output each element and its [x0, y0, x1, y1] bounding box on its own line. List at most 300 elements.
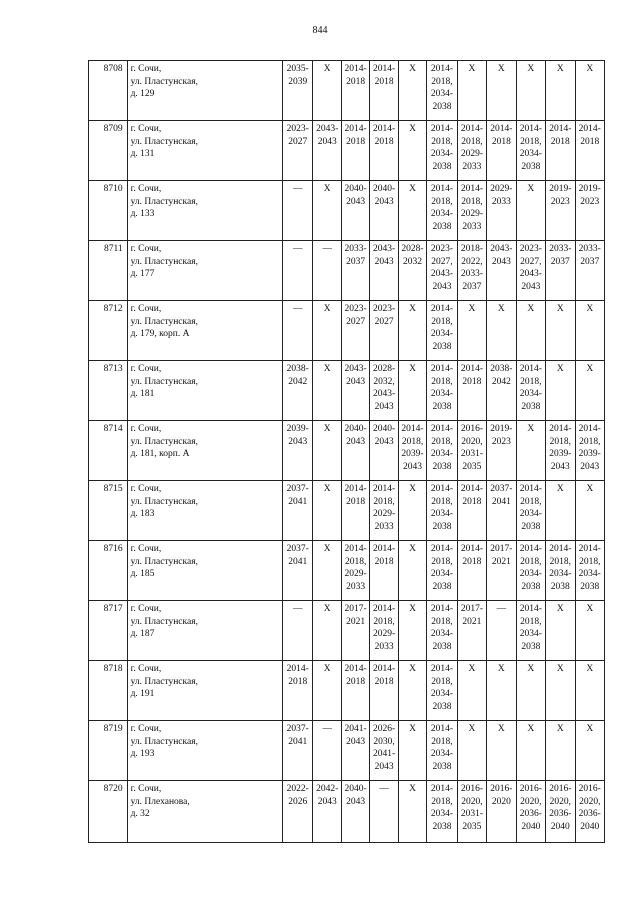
- period-line: 2018,: [431, 556, 453, 567]
- period-line: Х: [586, 304, 594, 314]
- period-line: 2014-: [430, 364, 454, 374]
- period-line: Х: [409, 664, 416, 674]
- address-line: ул. Пластунская,: [130, 496, 198, 507]
- period-line: 2041: [491, 496, 511, 507]
- period-line: 2018,: [373, 616, 395, 627]
- period-line: 2016-: [460, 784, 483, 794]
- table-row: [89, 121, 605, 181]
- address-cell: [127, 481, 282, 541]
- period-line: 2038: [432, 761, 452, 772]
- period-line: 2043-: [316, 124, 339, 134]
- period-cell: [341, 601, 369, 661]
- period-cell: [457, 361, 486, 421]
- period-cell: [398, 121, 426, 181]
- period-cell: [341, 721, 369, 781]
- period-cell: [427, 601, 457, 661]
- period-line: Х: [409, 364, 416, 374]
- period-line: 2017-: [490, 544, 513, 554]
- period-cell: [575, 541, 605, 601]
- period-cell: [457, 541, 486, 601]
- period-line: 2014-: [430, 184, 454, 194]
- period-line: 2029-: [460, 149, 483, 159]
- period-cell: [427, 541, 457, 601]
- period-cell: [516, 721, 545, 781]
- address-line: ул. Пластунская,: [130, 196, 198, 207]
- period-line: 2018,: [431, 436, 453, 447]
- period-line: 2038-: [490, 364, 513, 374]
- period-line: 2043-: [519, 269, 542, 279]
- period-line: 2043: [403, 461, 422, 472]
- period-line: 2018: [346, 676, 366, 687]
- period-line: 2014-: [549, 544, 572, 554]
- period-line: 2021: [491, 556, 511, 567]
- period-line: 2034-: [430, 509, 454, 519]
- period-line: 2018,: [520, 376, 542, 387]
- period-cell: [283, 61, 313, 121]
- period-cell: [575, 481, 605, 541]
- row-number: 8714: [89, 421, 128, 481]
- period-line: 2034-: [430, 689, 454, 699]
- period-line: 2043: [346, 376, 366, 387]
- address-line: г. Сочи,: [130, 544, 162, 554]
- period-line: 2014-: [460, 364, 483, 374]
- period-line: 2042: [491, 376, 511, 387]
- address-line: г. Сочи,: [130, 244, 162, 254]
- period-line: —: [292, 304, 303, 314]
- period-cell: [370, 661, 398, 721]
- period-line: 2031-: [460, 809, 483, 819]
- period-line: 2014-: [401, 424, 424, 434]
- period-cell: [487, 181, 516, 241]
- period-line: Х: [527, 424, 535, 434]
- period-line: 2043: [491, 256, 511, 267]
- period-line: 2034-: [430, 89, 454, 99]
- period-line: 2020,: [520, 796, 542, 807]
- period-line: 2034-: [430, 209, 454, 219]
- row-number: 8719: [89, 721, 128, 781]
- period-line: 2014-: [344, 124, 367, 134]
- period-line: 2020,: [579, 796, 601, 807]
- period-line: Х: [497, 664, 505, 674]
- period-line: 2041: [288, 496, 308, 507]
- period-line: 2042: [288, 376, 308, 387]
- period-cell: [398, 661, 426, 721]
- period-line: Х: [527, 304, 535, 314]
- period-line: 2038: [432, 101, 452, 112]
- period-line: 2014-: [372, 64, 396, 74]
- period-cell: [516, 601, 545, 661]
- period-line: Х: [527, 184, 535, 194]
- period-line: 2018: [491, 136, 511, 147]
- period-line: 2036-: [578, 809, 601, 819]
- period-cell: [427, 121, 457, 181]
- period-cell: [398, 361, 426, 421]
- period-line: 2043: [521, 281, 541, 292]
- period-line: 2041: [288, 736, 308, 747]
- period-line: 2038: [521, 581, 541, 592]
- period-cell: [341, 301, 369, 361]
- period-line: 2014-: [372, 604, 396, 614]
- period-line: 2018: [374, 676, 394, 687]
- period-cell: [370, 721, 398, 781]
- period-cell: [457, 481, 486, 541]
- period-cell: [487, 541, 516, 601]
- period-line: 2018,: [431, 76, 453, 87]
- period-line: 2027: [346, 316, 366, 327]
- period-line: 2022,: [461, 256, 483, 267]
- period-cell: [457, 121, 486, 181]
- period-line: 2029-: [490, 184, 513, 194]
- period-cell: [283, 481, 313, 541]
- period-line: 2043-: [372, 389, 396, 399]
- period-line: 2019-: [490, 424, 513, 434]
- period-line: 2043-: [490, 244, 513, 254]
- address-line: д. 32: [130, 809, 150, 819]
- period-line: 2016-: [549, 784, 572, 794]
- period-cell: [341, 181, 369, 241]
- period-line: Х: [586, 664, 594, 674]
- period-line: 2018,: [431, 196, 453, 207]
- period-line: 2023: [550, 196, 570, 207]
- period-line: 2014-: [578, 124, 601, 134]
- period-cell: [398, 421, 426, 481]
- period-line: 2018,: [461, 196, 483, 207]
- address-line: ул. Пластунская,: [130, 376, 198, 387]
- period-cell: [313, 661, 341, 721]
- period-line: 2027,: [520, 256, 542, 267]
- period-line: 2038: [432, 521, 452, 532]
- period-line: 2038: [580, 581, 600, 592]
- period-cell: [457, 421, 486, 481]
- period-line: Х: [497, 724, 505, 734]
- period-line: Х: [556, 64, 564, 74]
- period-line: 2014-: [430, 664, 454, 674]
- period-cell: [516, 661, 545, 721]
- address-line: г. Сочи,: [130, 724, 162, 734]
- period-line: 2043: [374, 436, 394, 447]
- period-line: 2033-: [549, 244, 572, 254]
- address-line: г. Сочи,: [130, 784, 162, 794]
- period-cell: [546, 481, 575, 541]
- period-cell: [398, 241, 426, 301]
- period-line: Х: [409, 304, 416, 314]
- period-line: 2018,: [431, 736, 453, 747]
- period-cell: [427, 241, 457, 301]
- period-cell: [398, 301, 426, 361]
- period-line: 2029-: [372, 509, 396, 519]
- period-line: 2027: [374, 316, 394, 327]
- period-cell: [313, 481, 341, 541]
- row-number: 8710: [89, 181, 128, 241]
- table-row: [89, 301, 605, 361]
- row-number: 8711: [89, 241, 128, 301]
- period-cell: [370, 481, 398, 541]
- period-cell: [487, 361, 516, 421]
- period-line: 2028-: [401, 244, 424, 254]
- period-cell: [313, 541, 341, 601]
- period-line: 2035-: [286, 64, 309, 74]
- period-line: 2037: [550, 256, 570, 267]
- period-line: 2018-: [460, 244, 483, 254]
- period-line: 2020,: [461, 436, 483, 447]
- period-line: 2040: [550, 821, 570, 832]
- period-cell: [313, 181, 341, 241]
- period-cell: [427, 721, 457, 781]
- period-line: 2043: [288, 436, 308, 447]
- period-line: 2018: [462, 376, 482, 387]
- period-cell: [487, 601, 516, 661]
- period-cell: [516, 541, 545, 601]
- address-line: г. Сочи,: [130, 484, 162, 494]
- period-line: 2041-: [344, 724, 367, 734]
- period-line: 2043-: [344, 364, 367, 374]
- period-cell: [516, 61, 545, 121]
- period-line: 2023: [580, 196, 600, 207]
- period-line: 2038: [432, 341, 452, 352]
- address-line: ул. Пластунская,: [130, 616, 198, 627]
- period-cell: [575, 241, 605, 301]
- period-line: 2039-: [549, 449, 572, 459]
- period-line: Х: [409, 784, 416, 794]
- address-cell: [127, 301, 282, 361]
- table-row: [89, 181, 605, 241]
- period-line: 2018: [374, 76, 394, 87]
- period-line: Х: [556, 484, 564, 494]
- period-cell: [575, 781, 605, 843]
- period-line: 2018,: [431, 796, 453, 807]
- period-cell: [575, 421, 605, 481]
- period-line: 2018,: [401, 436, 424, 447]
- period-line: 2034-: [519, 629, 542, 639]
- period-line: 2038: [432, 461, 452, 472]
- address-cell: [127, 121, 282, 181]
- period-cell: [487, 661, 516, 721]
- row-number: 8717: [89, 601, 128, 661]
- address-cell: [127, 361, 282, 421]
- period-line: 2018,: [579, 556, 601, 567]
- period-line: 2014-: [519, 124, 542, 134]
- period-line: Х: [468, 664, 476, 674]
- period-cell: [341, 781, 369, 843]
- period-line: 2033: [346, 581, 366, 592]
- period-cell: [370, 61, 398, 121]
- period-cell: [341, 481, 369, 541]
- period-line: 2037-: [490, 484, 513, 494]
- period-cell: [370, 121, 398, 181]
- period-line: 2018: [462, 556, 482, 567]
- period-line: 2014-: [460, 484, 483, 494]
- table-row: [89, 721, 605, 781]
- period-line: 2043: [346, 436, 366, 447]
- period-line: Х: [323, 664, 331, 674]
- period-line: 2030,: [373, 736, 395, 747]
- period-line: 2039-: [401, 449, 424, 459]
- period-line: 2014-: [372, 124, 396, 134]
- period-cell: [341, 421, 369, 481]
- period-cell: [283, 361, 313, 421]
- period-line: 2043: [346, 736, 366, 747]
- period-line: 2021: [346, 616, 366, 627]
- period-cell: [313, 241, 341, 301]
- period-line: 2043: [550, 461, 570, 472]
- period-line: 2016-: [578, 784, 601, 794]
- period-line: 2014-: [519, 484, 542, 494]
- period-line: 2026-: [372, 724, 396, 734]
- period-line: 2029-: [372, 629, 396, 639]
- page-number: 844: [312, 25, 328, 36]
- period-line: 2039: [288, 76, 308, 87]
- period-line: 2038: [432, 581, 452, 592]
- period-line: Х: [409, 544, 416, 554]
- period-line: 2033-: [344, 244, 367, 254]
- period-cell: [546, 661, 575, 721]
- period-line: 2014-: [344, 544, 367, 554]
- period-line: —: [292, 604, 303, 614]
- period-line: 2041-: [372, 749, 396, 759]
- period-line: 2018,: [431, 496, 453, 507]
- period-cell: [283, 541, 313, 601]
- period-cell: [283, 421, 313, 481]
- address-cell: [127, 541, 282, 601]
- address-line: ул. Пластунская,: [130, 316, 198, 327]
- period-line: 2014-: [430, 784, 454, 794]
- address-line: д. 129: [130, 89, 155, 99]
- period-line: 2023: [491, 436, 511, 447]
- period-line: 2016-: [490, 784, 513, 794]
- period-cell: [370, 301, 398, 361]
- period-line: Х: [556, 604, 564, 614]
- period-line: 2040-: [372, 424, 396, 434]
- period-line: 2029-: [460, 209, 483, 219]
- period-cell: [427, 421, 457, 481]
- period-line: Х: [323, 424, 331, 434]
- period-cell: [546, 421, 575, 481]
- period-line: 2018,: [549, 556, 571, 567]
- period-line: —: [496, 604, 507, 614]
- period-cell: [457, 241, 486, 301]
- period-line: Х: [409, 184, 416, 194]
- period-line: 2014-: [460, 124, 483, 134]
- address-cell: [127, 181, 282, 241]
- period-line: 2014-: [549, 124, 572, 134]
- period-line: 2014-: [460, 184, 483, 194]
- period-line: 2018: [374, 136, 394, 147]
- period-line: 2037-: [286, 544, 309, 554]
- period-line: Х: [409, 124, 416, 134]
- period-cell: [427, 661, 457, 721]
- period-cell: [546, 301, 575, 361]
- period-cell: [283, 601, 313, 661]
- period-line: 2043: [374, 761, 394, 772]
- period-line: 2014-: [372, 664, 396, 674]
- period-line: 2038: [550, 581, 570, 592]
- period-line: 2034-: [430, 329, 454, 339]
- period-line: —: [292, 184, 303, 194]
- period-line: 2039-: [578, 449, 601, 459]
- address-line: г. Сочи,: [130, 184, 162, 194]
- period-line: 2034-: [430, 809, 454, 819]
- period-cell: [575, 361, 605, 421]
- period-cell: [341, 361, 369, 421]
- period-cell: [398, 601, 426, 661]
- period-line: 2018,: [344, 556, 367, 567]
- period-line: 2037: [580, 256, 600, 267]
- table-row: [89, 421, 605, 481]
- period-line: 2014-: [549, 424, 572, 434]
- period-cell: [398, 721, 426, 781]
- period-cell: [427, 181, 457, 241]
- row-number: 8720: [89, 781, 128, 843]
- period-line: 2043: [317, 796, 337, 807]
- period-line: —: [322, 724, 332, 734]
- period-cell: [341, 661, 369, 721]
- address-cell: [127, 721, 282, 781]
- period-cell: [427, 301, 457, 361]
- period-line: Х: [409, 724, 416, 734]
- period-cell: [398, 181, 426, 241]
- row-number: 8718: [89, 661, 128, 721]
- period-cell: [487, 61, 516, 121]
- address-line: г. Сочи,: [130, 64, 162, 74]
- period-cell: [457, 781, 486, 843]
- period-line: 2018: [288, 676, 308, 687]
- period-line: 2023-: [344, 304, 367, 314]
- address-line: г. Сочи,: [130, 604, 162, 614]
- period-cell: [313, 361, 341, 421]
- period-line: 2033: [491, 196, 511, 207]
- period-cell: [516, 301, 545, 361]
- period-line: 2018,: [520, 496, 542, 507]
- address-line: д. 191: [130, 689, 155, 699]
- period-line: 2034-: [430, 149, 454, 159]
- period-line: 2037: [462, 281, 482, 292]
- period-line: 2038: [432, 701, 452, 712]
- address-line: г. Сочи,: [130, 304, 162, 314]
- address-line: г. Сочи,: [130, 424, 162, 434]
- period-line: 2034-: [430, 629, 454, 639]
- period-line: Х: [556, 724, 564, 734]
- address-cell: [127, 661, 282, 721]
- period-cell: [341, 61, 369, 121]
- period-cell: [516, 121, 545, 181]
- period-line: 2041: [288, 556, 308, 567]
- period-line: 2014-: [519, 544, 542, 554]
- period-line: 2014-: [578, 424, 601, 434]
- address-cell: [127, 241, 282, 301]
- period-line: 2043: [374, 401, 394, 412]
- period-line: —: [322, 244, 332, 254]
- period-line: 2018,: [461, 136, 483, 147]
- period-cell: [457, 181, 486, 241]
- period-line: 2038: [521, 161, 541, 172]
- period-line: 2026: [288, 796, 308, 807]
- period-line: 2034-: [430, 569, 454, 579]
- table-row: [89, 781, 605, 843]
- period-cell: [546, 241, 575, 301]
- period-line: Х: [409, 484, 416, 494]
- period-line: 2018,: [431, 616, 453, 627]
- period-line: 2018,: [520, 556, 542, 567]
- period-line: 2023-: [372, 304, 396, 314]
- period-line: 2034-: [430, 449, 454, 459]
- period-line: 2018,: [549, 436, 571, 447]
- period-cell: [370, 601, 398, 661]
- period-line: 2020,: [549, 796, 571, 807]
- period-line: 2034-: [430, 749, 454, 759]
- period-cell: [427, 361, 457, 421]
- period-cell: [283, 181, 313, 241]
- period-line: 2018: [462, 496, 482, 507]
